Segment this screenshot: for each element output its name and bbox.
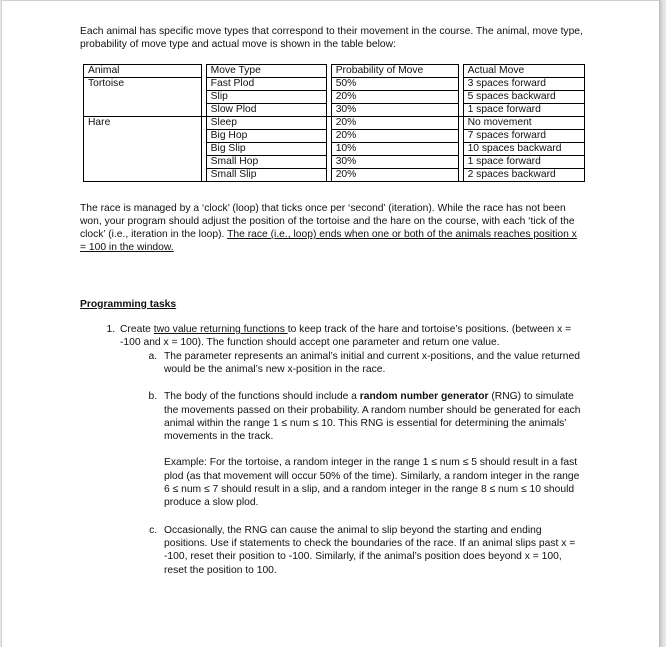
table-row xyxy=(84,129,585,142)
subtask-b xyxy=(160,390,585,509)
cell-actual-move: 3 spaces forward xyxy=(463,77,584,90)
table-row xyxy=(84,103,585,116)
cell-probability: 50% xyxy=(331,77,458,90)
cell-move-type: Big Slip xyxy=(206,142,326,155)
cell-actual-move: 1 space forward xyxy=(463,155,584,168)
header-probability: Probability of Move xyxy=(331,64,458,77)
subtask-b-bold: random number generator xyxy=(359,391,489,403)
subtask-a xyxy=(160,350,585,377)
cell-probability: 20% xyxy=(331,90,458,103)
cell-actual-move: No movement xyxy=(463,116,584,129)
task-1 xyxy=(118,323,585,577)
subtask-c-text: Occasionally, the RNG can cause the animal to slip beyond the starting and ending positions. Use if statements to check the boundaries of the race. If an animal slips past x = -100, reset their position to -100. Similarly, if the animal’s position does beyond x = 100, reset the position to 100. xyxy=(164,524,576,576)
table-row xyxy=(84,155,585,168)
cell-animal xyxy=(84,168,202,181)
cell-move-type: Sleep xyxy=(206,116,326,129)
task-1-text-post: to keep track of the hare and tortoise’s positions. (between x = -100 and x = 100). The function should accept one parameter and return one value. xyxy=(120,324,572,349)
cell-actual-move: 5 spaces backward xyxy=(463,90,584,103)
cell-animal xyxy=(84,142,202,155)
task-list xyxy=(80,323,585,577)
task-1-underlined: two value returning functions xyxy=(153,324,288,336)
animal-move-table xyxy=(83,64,585,182)
cell-actual-move: 10 spaces backward xyxy=(463,142,584,155)
cell-move-type: Slow Plod xyxy=(206,103,326,116)
cell-animal: Tortoise xyxy=(84,77,202,90)
subtask-c xyxy=(160,524,585,577)
cell-move-type: Small Slip xyxy=(206,168,326,181)
table-row xyxy=(84,90,585,103)
cell-probability: 20% xyxy=(331,168,458,181)
cell-animal xyxy=(84,155,202,168)
task-1-subtasks xyxy=(120,350,585,577)
cell-animal xyxy=(84,103,202,116)
race-end-condition: The race (i.e., loop) ends when one or both of the animals reaches position x = 100 in the window. xyxy=(80,229,577,254)
document-page xyxy=(1,0,660,647)
cell-move-type: Slip xyxy=(206,90,326,103)
cell-animal xyxy=(84,90,202,103)
cell-move-type: Fast Plod xyxy=(206,77,326,90)
header-animal: Animal xyxy=(84,64,202,77)
programming-tasks-title: Programming tasks xyxy=(80,298,177,310)
table-header-row xyxy=(84,64,585,77)
cell-move-type: Big Hop xyxy=(206,129,326,142)
cell-animal: Hare xyxy=(84,116,202,129)
cell-probability: 30% xyxy=(331,103,458,116)
subtask-b-text-post: (RNG) to simulate the movements passed on their probability. A random number should be generated for each animal within the range 1 ≤ num ≤ 10. This RNG is essential for determining the animals’ movements in the track. xyxy=(164,391,581,443)
cell-animal xyxy=(84,129,202,142)
cell-probability: 30% xyxy=(331,155,458,168)
table-row xyxy=(84,116,585,129)
intro-paragraph: Each animal has specific move types that correspond to their movement in the course. The animal, move type, probability of move type and actual move is shown in the table below: xyxy=(80,26,583,51)
header-actual-move: Actual Move xyxy=(463,64,584,77)
race-text: The race is managed by a ‘clock’ (loop) that ticks once per ‘second’ (iteration). While the race has not been won, your program should adjust the position of the tortoise and the hare on the course, with each ‘tick of the clock’ (i.e., iteration in the loop). xyxy=(80,202,575,241)
task-1-text-pre: Create xyxy=(120,324,154,336)
cell-actual-move: 2 spaces backward xyxy=(463,168,584,181)
cell-probability: 20% xyxy=(331,116,458,129)
document-content xyxy=(80,25,585,591)
table-row xyxy=(84,142,585,155)
page-top-border xyxy=(2,0,659,1)
cell-actual-move: 1 space forward xyxy=(463,103,584,116)
subtask-b-example: Example: For the tortoise, a random integer in the range 1 ≤ num ≤ 5 should result in a fast plod (as that movement will occur 50% of the time). Similarly, a random integer in the range 6 ≤ num ≤ 7 should result in a slip, and a random integer in the range 8 ≤ num ≤ 10 should produce a slow plod. xyxy=(164,457,580,509)
cell-move-type: Small Hop xyxy=(206,155,326,168)
table-row xyxy=(84,77,585,90)
header-move-type: Move Type xyxy=(206,64,326,77)
cell-probability: 20% xyxy=(331,129,458,142)
table-row xyxy=(84,168,585,181)
cell-actual-move: 7 spaces forward xyxy=(463,129,584,142)
subtask-b-text-pre: The body of the functions should include a xyxy=(164,391,360,403)
race-paragraph xyxy=(80,202,585,255)
subtask-a-text: The parameter represents an animal’s initial and current x-positions, and the value returned would be the animal’s new x-position in the race. xyxy=(164,350,580,375)
cell-probability: 10% xyxy=(331,142,458,155)
